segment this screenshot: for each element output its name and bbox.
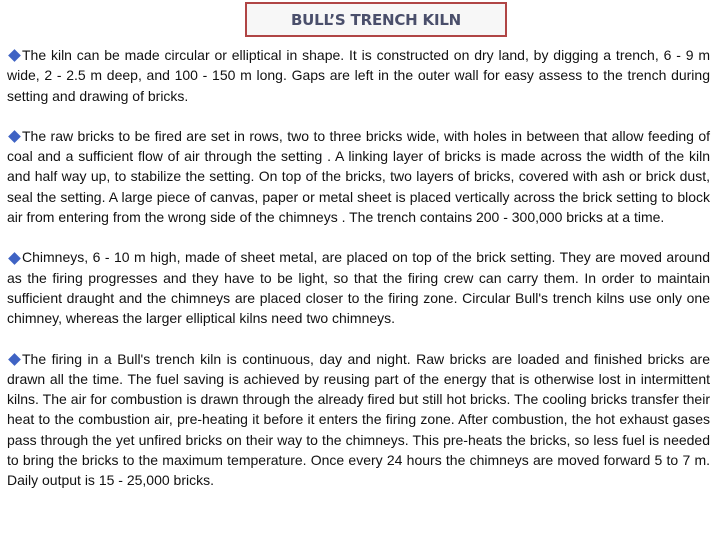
title-box [245, 2, 507, 37]
paragraph-brick-setting [7, 126, 710, 227]
paragraph-text: The raw bricks to be fired are set in rows, two to three bricks wide, with holes in between that allow feeding of coal and a sufficient flow of air through the setting . A linking layer of bricks is made across the width of the kiln and half way up, to stabilize the setting. On top of the bricks, two layers of bricks, covered with ash or brick dust, seal the setting. A large piece of canvas, paper or metal sheet is placed vertically across the brick setting to block air from entering from the wrong side of the chimneys . The trench contains 200 - 300,000 bricks at a time. [7, 127, 710, 226]
diamond-bullet-icon [8, 130, 21, 143]
paragraph-firing [7, 349, 710, 491]
paragraph-text: The kiln can be made circular or elliptical in shape. It is constructed on dry land, by digging a trench, 6 - 9 m wide, 2 - 2.5 m deep, and 100 - 150 m long. Gaps are left in the outer wall for easy assess to the trench during setting and drawing of bricks. [7, 47, 710, 104]
paragraph-chimneys [7, 247, 710, 328]
paragraph-text: The firing in a Bull's trench kiln is continuous, day and night. Raw bricks are loaded and finished bricks are drawn all the time. The fuel saving is achieved by reusing part of the energy that is otherwise lost in intermittent kilns. The air for combustion is drawn through the already fired but still hot bricks. The cooling bricks transfer their heat to the combustion air, pre-heating it before it enters the firing zone. After combustion, the hot exhaust gases pass through the yet unfired bricks on their way to the chimneys. This pre-heats the bricks, so less fuel is needed to bring the bricks to the maximum temperature. Once every 24 hours the chimneys are moved forward 5 to 7 m. Daily output is 15 - 25,000 bricks. [7, 350, 710, 489]
paragraph-text: Chimneys, 6 - 10 m high, made of sheet metal, are placed on top of the brick setting. They are moved around as the firing progresses and they have to be light, so that the firing crew can carry them. In order to maintain sufficient draught and the chimneys are placed closer to the firing zone. Circular Bull's trench kilns use only one chimney, whereas the larger elliptical kilns need two chimneys. [7, 249, 710, 327]
diamond-bullet-icon [8, 49, 21, 62]
paragraph-kiln-shape [7, 45, 710, 106]
diamond-bullet-icon [8, 252, 21, 265]
diamond-bullet-icon [8, 353, 21, 366]
document-body [7, 45, 710, 511]
page-title: BULL’S TRENCH KILN [290, 10, 462, 29]
